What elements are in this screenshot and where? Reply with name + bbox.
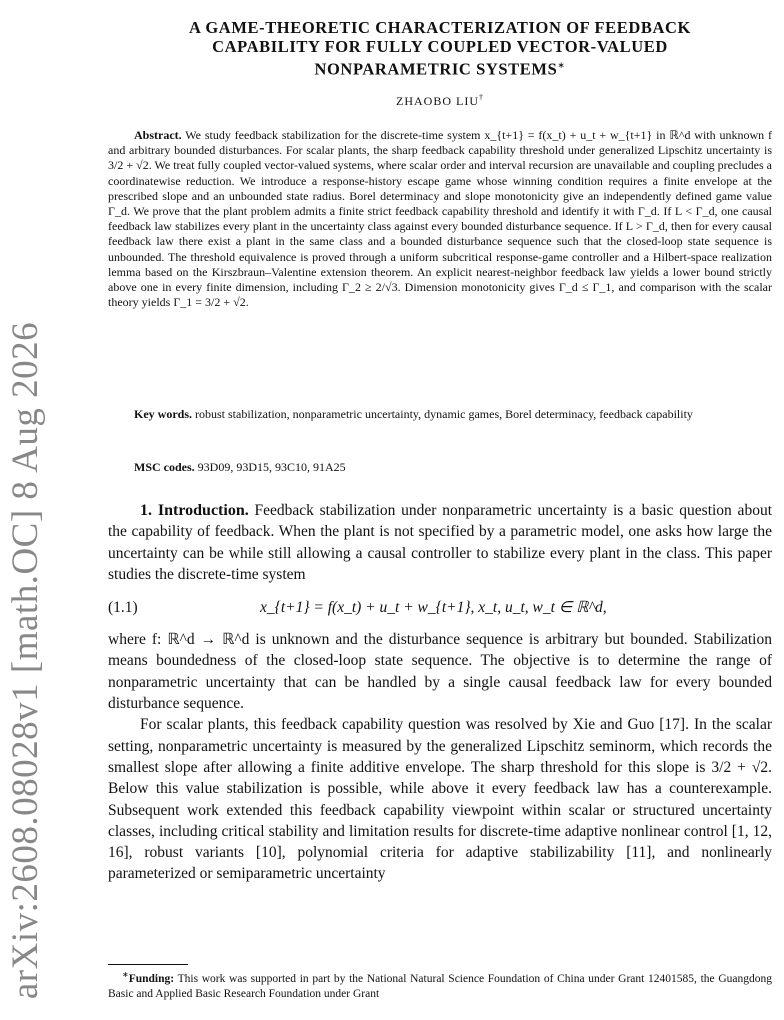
author-line <box>108 93 772 109</box>
title-line-3: NONPARAMETRIC SYSTEMS <box>314 59 558 79</box>
title-line-1: A GAME-THEORETIC CHARACTERIZATION OF FEEDBACK <box>189 18 691 37</box>
author-name: ZHAOBO LIU <box>396 94 479 108</box>
abstract-text: We study feedback stabilization for the discrete-time system x_{t+1} = f(x_t) + u_t + w_{t+1} in ℝ^d with unknown f and arbitrary bounded disturbances. For scalar plants, the sharp feedback capability threshold under generalized Lipschitz uncertainty is 3/2 + √2. We treat fully coupled vector-valued systems, where scalar order and interval recursion are unavailable and coupling precludes a coordinatewise reduction. We introduce a response-history escape game whose winning condition requires a finite envelope at the prescribed slope and an unbounded state radius. Borel determinacy and slope monotonicity give an independently defined game value Γ_d. We prove that the plant problem admits a finite strict feedback capability threshold and identify it with Γ_d. If L < Γ_d, one causal feedback law stabilizes every plant in the uncertainty class against every bounded disturbance sequence. If L > Γ_d, then for every causal feedback law there exist a plant in the same class and a bounded disturbance sequence such that the closed-loop state sequence is unbounded. The threshold equivalence is proved through a uniform subcritical response-game controller and a Hilbert-space realization lemma based on the Kirszbraun–Valentine extension theorem. An explicit nearest-neighbor feedback law yields a lower bound strictly above one in every finite dimension, including Γ_2 ≥ 2/√3. Dimension monotonicity gives Γ_d ≤ Γ_1, and comparison with the scalar theory yields Γ_1 = 3/2 + √2. <box>108 128 772 310</box>
title-footnote-mark: ∗ <box>557 60 566 70</box>
intro-paragraph-1-text: Feedback stabilization under nonparametric uncertainty is a basic question about the capability of feedback. When the plant is not specified by a parametric model, one asks how large the uncertainty can be while still allowing a causal controller to stabilize every plant in the class. This paper studies the discrete-time system <box>108 502 772 583</box>
equation-1-1 <box>108 585 772 629</box>
equation-number: (1.1) <box>108 598 138 616</box>
arxiv-identifier: arXiv:2608.08028v1 [math.OC] 8 Aug 2026 <box>5 321 47 999</box>
intro-paragraph-1 <box>108 500 772 585</box>
keywords-label: Key words. <box>134 407 192 421</box>
equation-body: x_{t+1} = f(x_t) + u_t + w_{t+1}, x_t, u_t, w_t ∈ ℝ^d, <box>260 598 607 616</box>
abstract <box>108 128 772 310</box>
section-heading: 1. Introduction. <box>140 502 249 519</box>
msc-label: MSC codes. <box>134 460 195 474</box>
msc-codes <box>108 460 772 475</box>
keywords-text: robust stabilization, nonparametric uncertainty, dynamic games, Borel determinacy, feedback capability <box>195 407 693 421</box>
footnote-mark: ∗ <box>122 970 129 979</box>
intro-paragraph-2: where f: ℝ^d → ℝ^d is unknown and the disturbance sequence is arbitrary but bounded. Stabilization means boundedness of the closed-loop state sequence. The objective is to determine the range of nonparametric uncertainty that can be handled by a single causal feedback law for every bounded disturbance sequence. <box>108 631 772 713</box>
footnote-text: This work was supported in part by the National Natural Science Foundation of China under Grant 12401585, the Guangdong Basic and Applied Basic Research Foundation under Grant <box>108 972 773 1000</box>
footnote-rule <box>108 964 188 965</box>
footnote-label: Funding: <box>128 972 175 985</box>
introduction-section <box>108 500 772 885</box>
msc-text: 93D09, 93D15, 93C10, 91A25 <box>197 460 346 474</box>
arxiv-side-label <box>2 300 50 1020</box>
author-footnote-mark: † <box>479 93 484 102</box>
abstract-label: Abstract. <box>134 128 182 142</box>
intro-paragraph-3: For scalar plants, this feedback capability question was resolved by Xie and Guo [17]. In the scalar setting, nonparametric uncertainty is measured by the generalized Lipschitz seminorm, which records the smallest slope after allowing a finite additive envelope. The sharp threshold for this slope is 3/2 + √2. Below this value stabilization is possible, while above it every feedback law has a counterexample. Subsequent work extended this feedback capability viewpoint within scalar or structured uncertainty classes, including critical stability and limitation results for discrete-time adaptive nonlinear control [1, 12, 16], robust variants [10], polynomial criteria for adaptive stabilizability [11], and nonlinearly parameterized or semiparametric uncertainty <box>108 716 772 883</box>
paper-title <box>108 18 772 79</box>
title-line-2: CAPABILITY FOR FULLY COUPLED VECTOR-VALUED <box>212 37 668 56</box>
funding-footnote <box>108 967 772 1002</box>
keywords <box>108 407 772 422</box>
